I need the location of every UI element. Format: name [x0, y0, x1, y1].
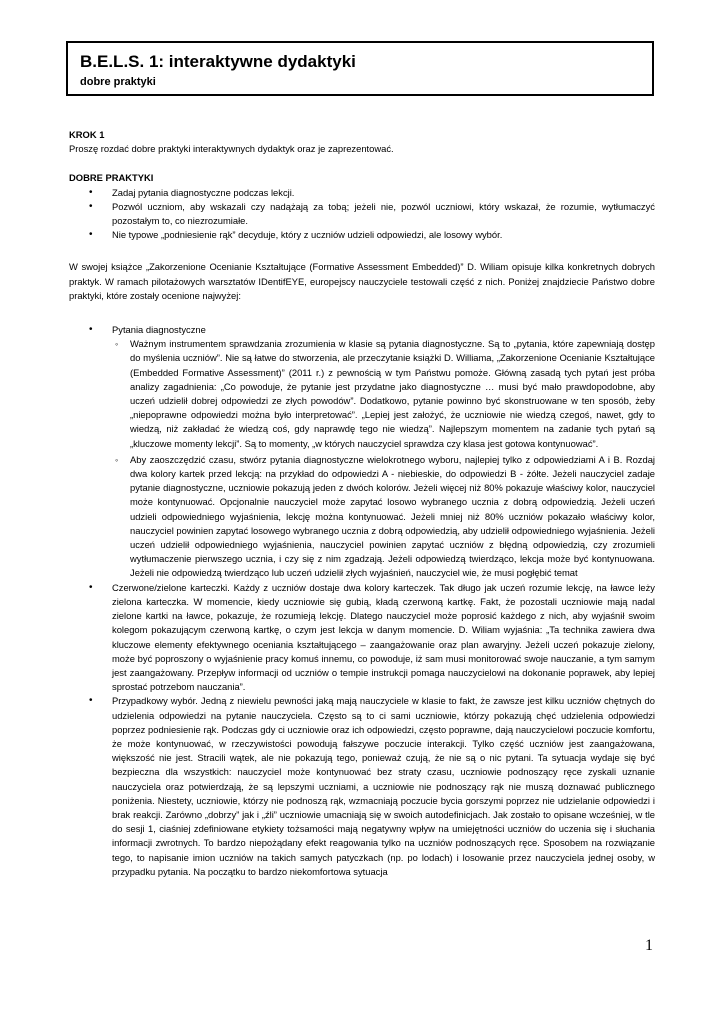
good-practices-list [69, 186, 655, 243]
sub-list-item: ◦ Aby zaoszczędzić czasu, stwórz pytania diagnostyczne wielokrotnego wyboru, najlepiej tylko z odpowiedziami A i B. Rozdaj dwa kolory kartek przed lekcją: na przykład do odpowiedzi A - niebieskie, do odpowiedzi B - żółte. Jeżeli nauczyciel zadaje pytanie diagnostyczne, uczniowie pokazują jeden z dwóch kolorów. Jeżeli więcej niż 80% pokazuje właściwy kolor, nauczyciel może kontynuować. Opcjonalnie nauczyciel może zapytać losowo wybranego ucznia z dobrą odpowiedzią. Jeżeli uczeń udzieli odpowiedniego wyjaśnienia, lekcję można kontynuować. Jeżeli mniej niż 80% uczniów pokazało właściwy kolor, nauczyciel powinien zapytać losowego wybranego ucznia z dobrą odpowiedzią, aby udzielił odpowiedniego wyjaśnienia. Jeżeli uczeń udzielił odpowiedniego wyjaśnienia, nauczyciel powinien zapytać uczniów z błędną odpowiedzią, czy zrozumieli wytłumaczenie pierwszego ucznia, i czy się z nim zgadzają. Jeżeli odpowiedzą twierdząco, lekcja może być kontynuowana. Jeżeli nie odpowiedzą twierdząco lub uczeń udzielił złych wyjaśnień, nauczyciel wie, że musi pogłębić temat [69, 453, 655, 581]
list-item: • Pozwól uczniom, aby wskazali czy nadążają za tobą; jeżeli nie, pozwól uczniowi, który wskazał, że rozumie, wytłumaczyć pozostałym to, co niezrozumiałe. [69, 200, 655, 228]
practices-list [69, 323, 655, 879]
page-number: 1 [645, 937, 653, 954]
step-heading: KROK 1 [69, 129, 105, 140]
practice-label: • Pytania diagnostyczne [112, 324, 206, 336]
sub-list [69, 337, 655, 580]
list-item: • Nie typowe „podniesienie rąk” decyduje, który z uczniów udzieli odpowiedzi, ale losowy wybór. [69, 228, 655, 242]
header-box [66, 41, 654, 96]
list-item: • Zadaj pytania diagnostyczne podczas lekcji. [69, 186, 655, 200]
document-subtitle: dobre praktyki [80, 76, 156, 88]
sub-list-item: ◦ Ważnym instrumentem sprawdzania zrozumienia w klasie są pytania diagnostyczne. Są to „pytania, które zapewniają dostęp do myślenia uczniów”. Nie są łatwe do stworzenia, ale przeczytanie książki D. Williama, „Zakorzenione Ocenianie Kształtujące (Embedded Formative Assessment)” (2011 r.) z pewnością w tym Państwu pomoże. Główną zasadą tych pytań jest próba analizy zagadnienia: „Co powoduje, że pytanie jest przydatne jako diagnostyczne … musi być mało prawdopodobne, aby uczeń udzielił dobrej odpowiedzi ze złych powodów”. Dodatkowo, pytanie powinno być skonstruowane w ten sposób, żeby „niepoprawne odpowiedzi można było interpretować”. „Lepiej jest założyć, że uczniowie nie wiedzą czegoś, nawet, gdy to wiedzą, niż zakładać że wiedzą coś, gdy naprawdę tego nie wiedzą”. Najlepszym momentem na zadanie tych pytań są „kluczowe momenty lekcji”. Są to momenty, „w których nauczyciel sprawdza czy klasa jest gotowa kontynuować”. [69, 337, 655, 451]
step-text: Proszę rozdać dobre praktyki interaktywnych dydaktyk oraz je zaprezentować. [69, 143, 394, 155]
practice-random-selection: • Przypadkowy wybór. Jedną z niewielu pewności jaką mają nauczyciele w klasie to fakt, że zawsze jest kilku uczniów chętnych do udzielenia odpowiedzi na pytanie nauczyciela. Często są to ci sami uczniowie, którzy pokazują chęć udzielenia odpowiedzi poprzez podniesienie rąk. Podczas gdy ci uczniowie oraz ich odpowiedzi, często poprawne, dają nauczycielowi poczucie komfortu, że może kontynuować, w rzeczywistości powodują fałszywe poczucie interakcji. Tylko część uczniów jest zaangażowana, większość nie jest. Stracili wątek, ale nie pokazują tego, ponieważ czują, że nie są o nic pytani. Ta sytuacja wydaje się być bezpieczna dla wszystkich: nauczyciel może kontynuować bez straty czasu, uczniowie podnoszący ręce zyskali uznanie nauczyciela oraz potwierdzają, że są lepszymi uczniami, a uczniowie nie podnoszący rąk nie muszą doznawać publicznego poniżenia. Niestety, uczniowie, którzy nie podnoszą rąk, wzmacniają poczucie bycia gorszymi poprzez nie udzielanie odpowiedzi i brak reakcji. Zarówno „dobrzy” jak i „źli” uczniowie umacniają się w swoich autodefinicjach. Jak zostało to opisane wcześniej, w tle do sesji 1, ciaśniej zdefiniowane etykiety tożsamości mają negatywny wpływ na umiejętności uczniów do uczenia się i słuchania informacji zwrotnych. To bardzo niepożądany efekt reagowania tylko na uczniów podnoszących ręce. Sposobem na rozwiązanie tego, to napisanie imion uczniów na takich samych patyczkach (np. po lodach) i losowanie przez nauczyciela jednej osoby, w przypadku pytania. Na początku to bardzo niekomfortowa sytuacja [69, 694, 655, 879]
document-body [69, 128, 655, 879]
intro-paragraph: W swojej książce „Zakorzenione Ocenianie Kształtujące (Formative Assessment Embedded)” D. Wiliam opisuje kilka konkretnych dobrych praktyk. W ramach pilotażowych warsztatów IDentifEYE, europejscy nauczyciele testowali część z nich. Poniżej znajdziecie Państwo dobre praktyki, które zostały ocenione najwyżej: [69, 261, 655, 301]
practice-red-green-cards: • Czerwone/zielone karteczki. Każdy z uczniów dostaje dwa kolory karteczek. Tak długo jak uczeń rozumie lekcję, na ławce leży zielona karteczka. W momencie, kiedy uczniowie się gubią, kładą czerwoną kartkę. Fakt, że pozostali uczniowie mają nadal zielone kartki na ławce, pokazuje, że rozumieją lekcję. Dlatego nauczyciel może poprosić każdego z nich, aby wyjaśnił swoim kolegom pokazującym czerwoną kartkę, o czym jest lekcja w danym momencie. D. Wiliam wyjaśnia: „Ta technika zawiera dwa kluczowe elementy efektywnego oceniania kształtującego – zaangażowanie oraz plan awaryjny. Jeżeli uczeń pokazuje zielony, może być poproszony o wyjaśnienie pracy komuś innemu, co powoduje, iż sam musi monitorować swoje nauczanie, a tym samym jest zaangażowany. Przepływ informacji od uczniów o tempie instrukcji pomaga nauczycielowi na dokonanie poprawek, aby lepiej sprostać potrzebom nauczania”. [69, 581, 655, 695]
document-title: B.E.L.S. 1: interaktywne dydaktyki [80, 52, 356, 71]
practice-diagnostic-questions [69, 323, 655, 581]
good-practices-heading: DOBRE PRAKTYKI [69, 172, 154, 184]
